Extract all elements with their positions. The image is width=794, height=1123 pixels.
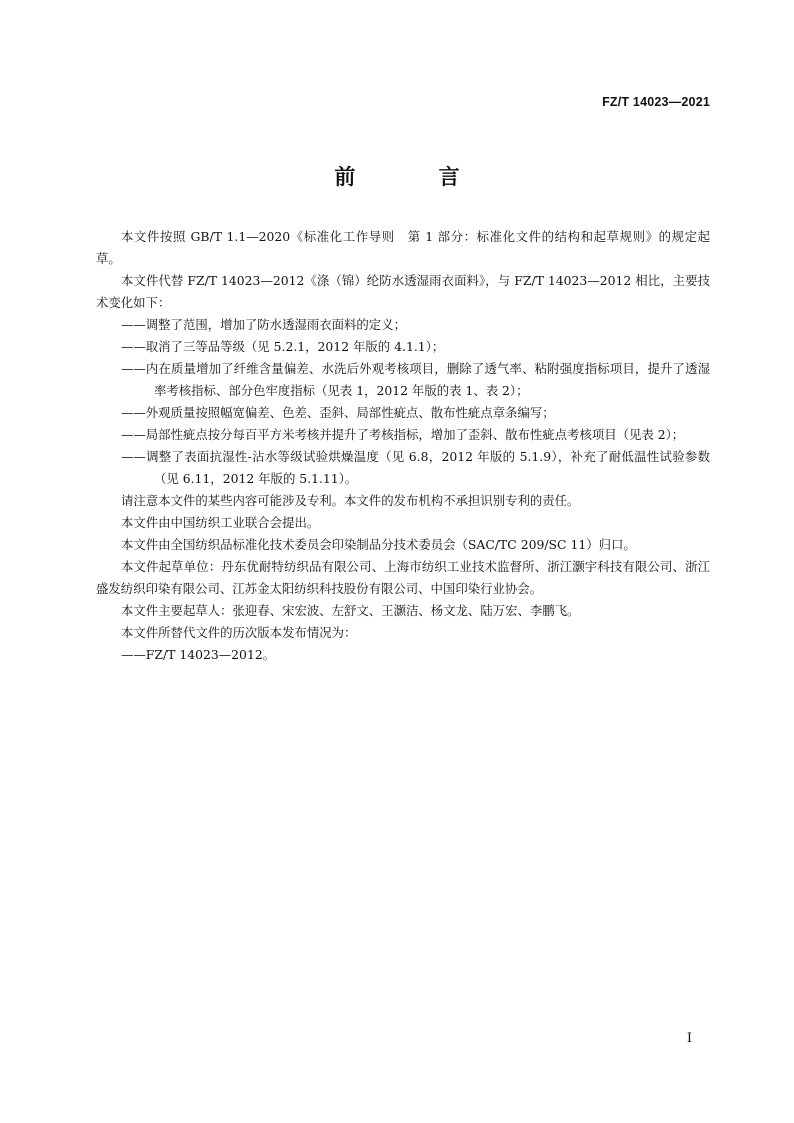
paragraph-patent-notice: 请注意本文件的某些内容可能涉及专利。本文件的发布机构不承担识别专利的责任。 xyxy=(121,493,580,508)
page-title: 前 言 xyxy=(334,165,498,189)
paragraph-replacement: 本文件代替 FZ/T 14023—2012《涤（锦）纶防水透湿雨衣面料》，与 FZ/T 14023—2012 相比，主要技术变化如下： xyxy=(96,273,710,310)
paragraph-drafting-basis: 本文件按照 GB/T 1.1—2020《标准化工作导则 第 1 部分：标准化文件的结构和起草规则》的规定起草。 xyxy=(96,229,710,266)
paragraph-committee: 本文件由全国纺织品标准化技术委员会印染制品分技术委员会（SAC/TC 209/SC 11）归口。 xyxy=(121,537,636,552)
list-item-change: ——内在质量增加了纤维含量偏差、水洗后外观考核项目，删除了透气率、粘附强度指标项目，提升了透湿率考核指标、部分色牢度指标（见表 1，2012 年版的表 1、表 2）； xyxy=(121,361,710,398)
list-item-change: ——局部性疵点按分每百平方米考核并提升了考核指标，增加了歪斜、散布性疵点考核项目（见表 2）； xyxy=(121,427,685,442)
paragraph-drafting-units: 本文件起草单位：丹东优耐特纺织品有限公司、上海市纺织工业技术监督所、浙江灏宇科技有限公司、浙江盛发纺织印染有限公司、江苏金太阳纺织科技股份有限公司、中国印染行业协会。 xyxy=(96,559,710,596)
list-item-change: ——调整了表面抗湿性-沾水等级试验烘燥温度（见 6.8，2012 年版的 5.1.9），补充了耐低温性试验参数（见 6.11，2012 年版的 5.1.11）。 xyxy=(121,449,710,486)
document-body xyxy=(96,226,710,666)
list-item-change: ——外观质量按照幅宽偏差、色差、歪斜、局部性疵点、散布性疵点章条编写； xyxy=(121,405,555,420)
page-number: I xyxy=(686,1031,692,1046)
list-item-history: ——FZ/T 14023—2012。 xyxy=(121,647,276,662)
paragraph-history-intro: 本文件所替代文件的历次版本发布情况为： xyxy=(121,625,357,640)
paragraph-drafters: 本文件主要起草人：张迎春、宋宏波、左舒文、王灏洁、杨文龙、陆万宏、李鹏飞。 xyxy=(121,603,580,618)
standard-code: FZ/T 14023—2021 xyxy=(602,95,710,109)
list-item-change: ——调整了范围，增加了防水透湿雨衣面料的定义； xyxy=(121,317,406,332)
list-item-change: ——取消了三等品等级（见 5.2.1，2012 年版的 4.1.1）； xyxy=(121,339,445,354)
paragraph-proposer: 本文件由中国纺织工业联合会提出。 xyxy=(121,515,320,530)
